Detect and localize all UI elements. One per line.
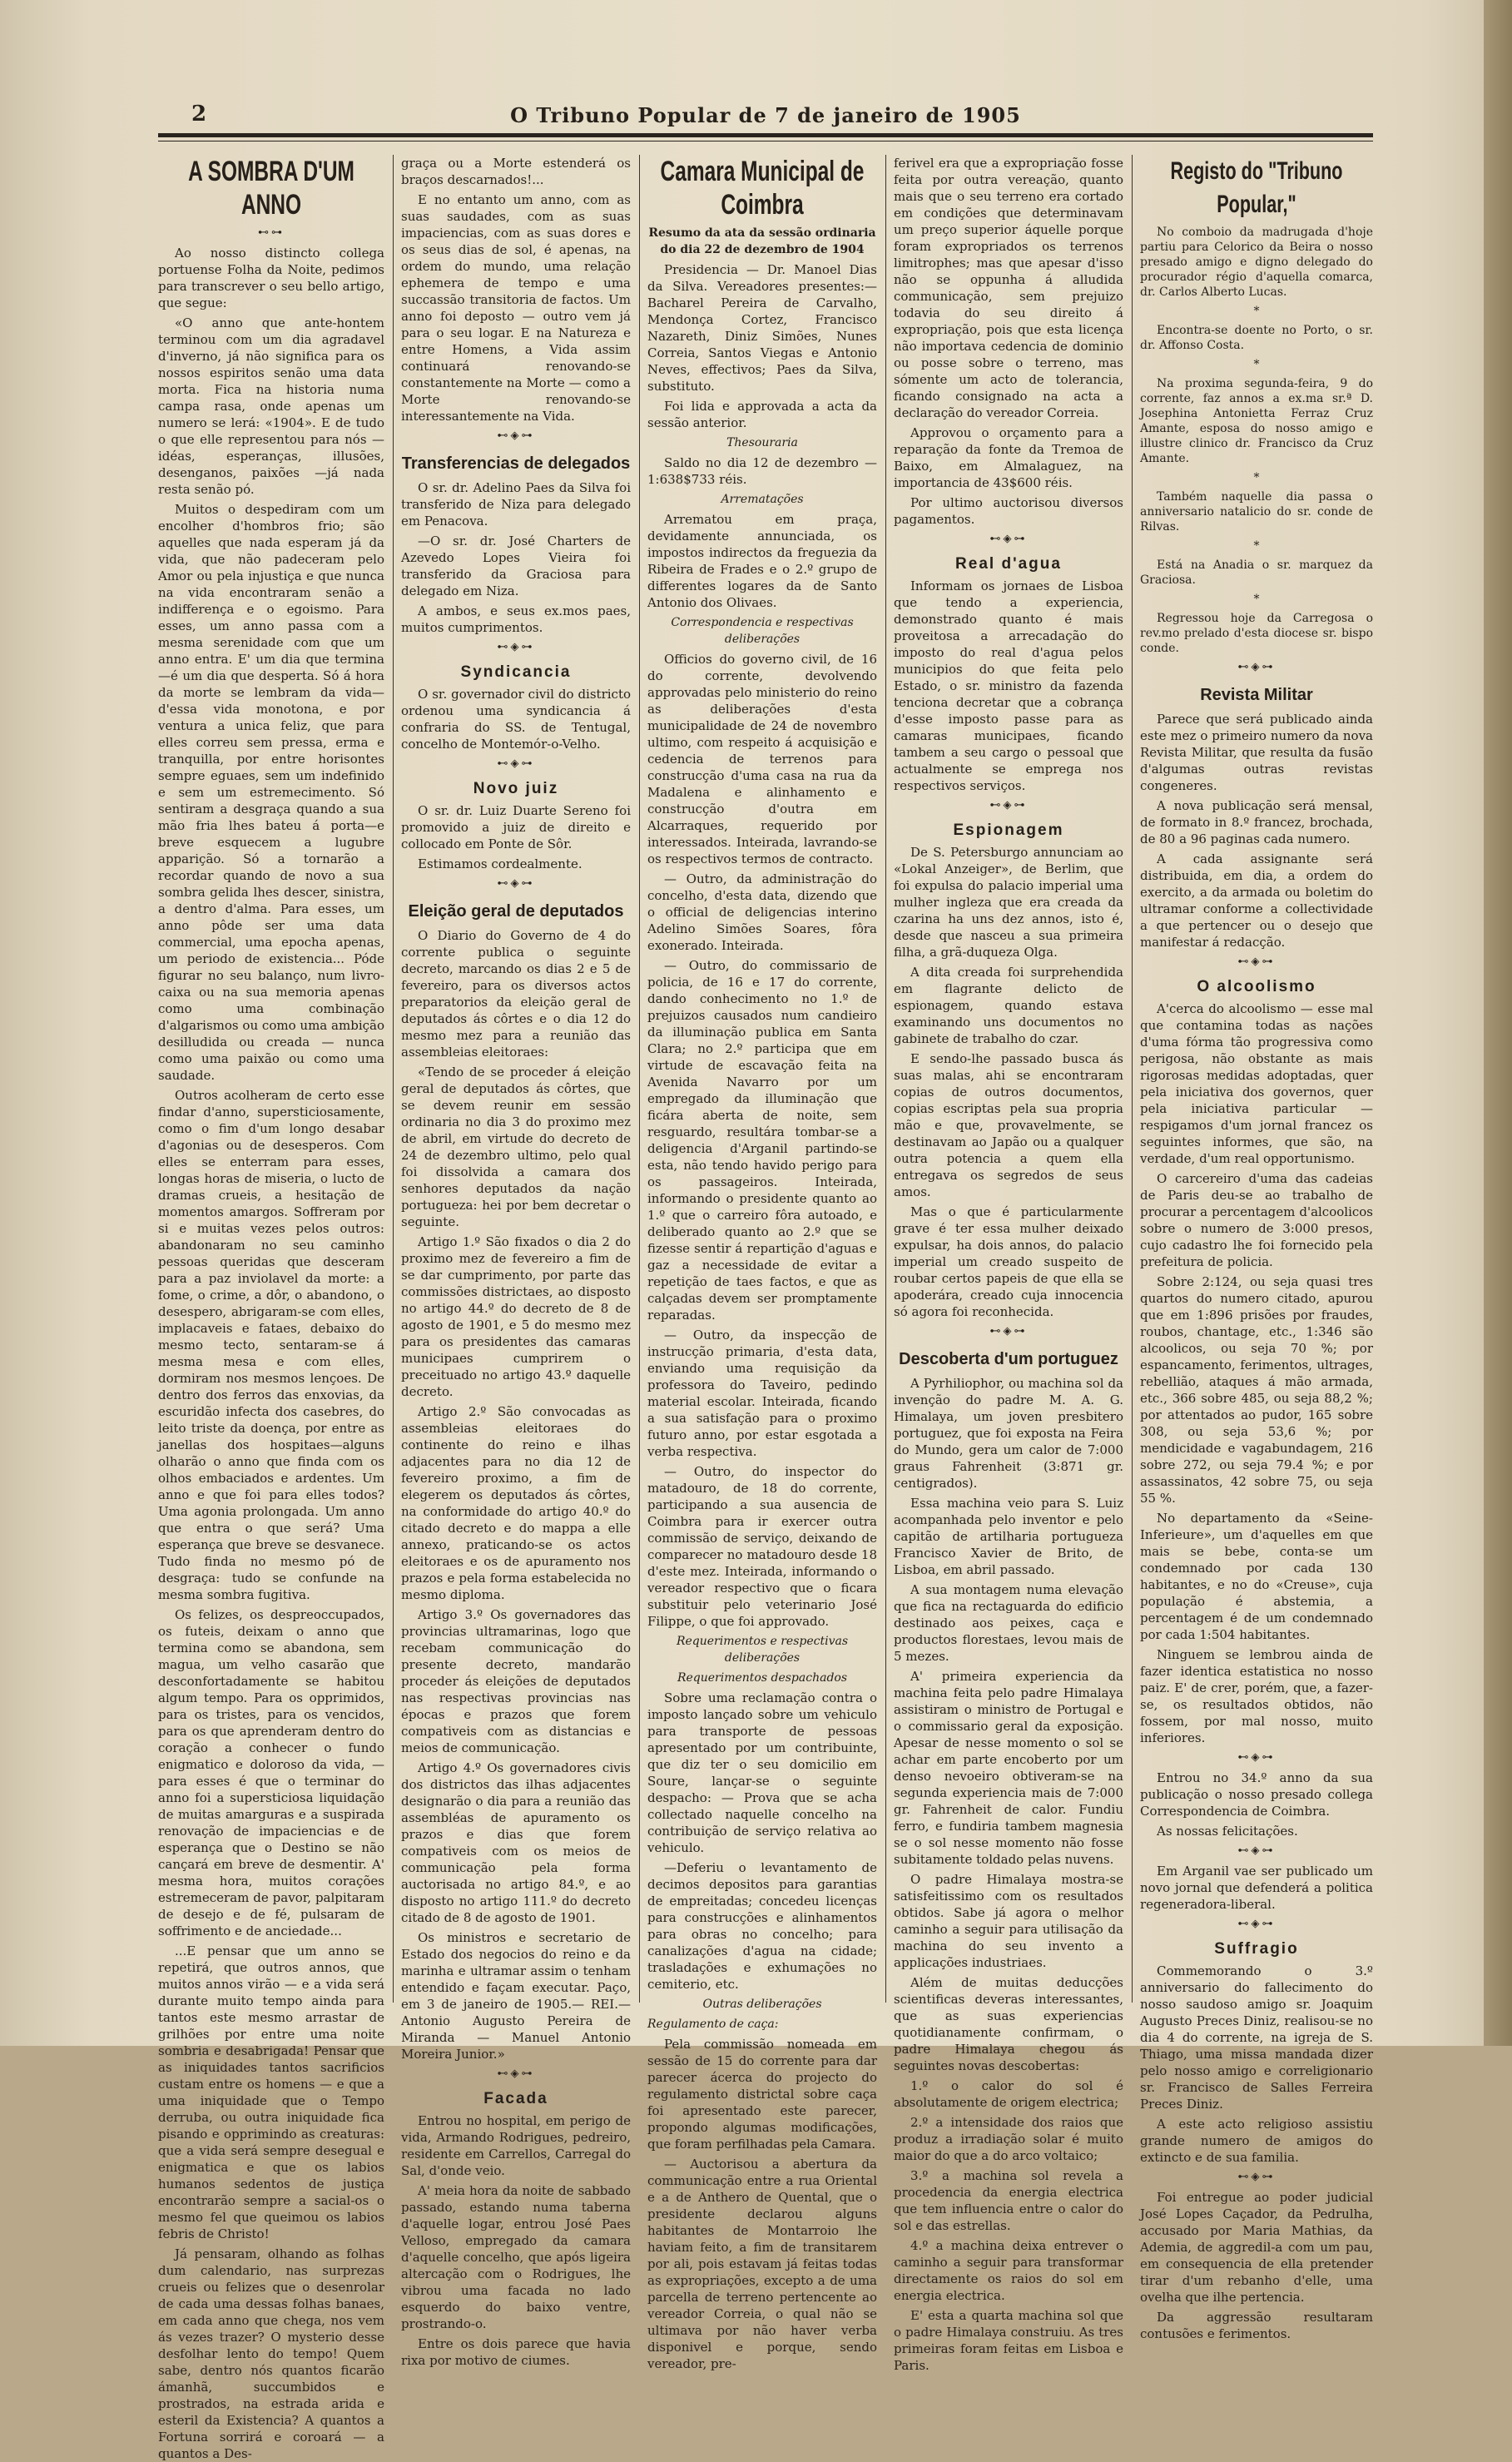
paragraph: «Tendo de se proceder á eleição geral de deputados ás côrtes, que se devem reunir em sessão ordinaria no dia 3 do proximo mez de abril, em virtude do decreto de 24 de dezembro ultimo, pelo qual foi dissolvida a camara dos senhores deputados da nação portugueza: hei por bem decretar o seguinte. (401, 1065, 631, 1229)
paragraph: Artigo 2.º São convocadas as assembleias eleitoraes do continente do reino e ilhas adjacentes para no dia 12 de fevereiro proximo, a fim de elegerem os deputados ás côrtes, na conformidade do artigo 40.º do citado decreto e do mappa a elle annexo, praticando-se os actos eleitoraes e os de apuramento nos prazos e pela forma estabelecida no mesmo diploma. (401, 1404, 631, 1602)
paragraph: De S. Petersburgo annunciam ao «Lokal Anzeiger», de Berlim, que foi expulsa do palacio imperial uma mulher ingleza que era creada da czarina ha uns dez annos, isto é, desde que nasceu a sua primeira filha, a grã-duqueza Olga. (894, 845, 1123, 960)
section-title: O alcoolismo (1197, 978, 1316, 995)
paragraph: Pela commissão nomeada em sessão de 15 do corrente para dar parecer ácerca do projecto do regulamento districtal sobre caça foi apresentado este parecer, propondo algumas modificações, que foram perfilhadas pela Camara. (647, 2037, 877, 2152)
section-title: Revista Militar (1200, 686, 1313, 704)
paragraph: —Deferiu o levantamento de decimos depositos para garantias de empreitadas; concedeu licenças para construcções e alinhamentos para obras no concelho; para canalizações d'agua na cidade; trasladações e exhumações no cemiterio, etc. (647, 1860, 877, 1992)
paragraph: A cada assignante será distribuida, em dia, a ordem do exercito, a da armada ou boletim do ultramar conforme a collectividade a que pertencer ou o desejo que manifestar á redacção. (1140, 851, 1373, 950)
column-5 (1140, 155, 1373, 2341)
paragraph: A sua montagem numa elevação que fica na rectaguarda do edificio destinado aos peixes, caça e productos florestaes, levou mais de 5 mezes. (894, 1582, 1123, 1664)
column-divider (1132, 155, 1133, 2003)
paragraph: 1.º o calor do sol é absolutamente de origem electrica; (894, 2078, 1123, 2110)
section-title: Transferencias de delegados (401, 454, 631, 473)
news-item: Encontra-se doente no Porto, o sr. dr. Affonso Costa. (1140, 324, 1373, 352)
separator-star: * (1253, 539, 1260, 553)
page-number: 2 (191, 102, 207, 127)
article-title: A SOMBRA D'UM ANNO (188, 156, 354, 221)
paragraph: Mas o que é particularmente grave é ter essa mulher deixado expulsar, ha dois annos, do palacio imperial um creado suspeito de roubar certos papeis de que ella se apoderára, creado cuja innocencia só agora foi reconhecida. (894, 1204, 1123, 1319)
section-title: Espionagem (953, 821, 1064, 839)
ornament: ⊷◈⊶ (1237, 1844, 1276, 1857)
paragraph: graça ou a Morte estenderá os braços descarnados!... (401, 156, 631, 187)
news-item: Entrou no 34.º anno da sua publicação o nosso presado collega Correspondencia de Coimbra. (1140, 1770, 1373, 1819)
paragraph: Officios do governo civil, de 16 do corrente, devolvendo approvadas pelo ministerio do reino as deliberações d'esta municipalidade de 24 de novembro ultimo, com respeito á acquisição e cedencia de terrenos para construcção d'uma casa na rua da Madalena e alinhamento e construcção d'outra em Alcarraques, requerido por interessados. Inteirada, lavrando-se os respectivos termos de contracto. (647, 652, 877, 866)
paragraph: 2.º a intensidade dos raios que produz a irradiação solar é muito maior do que a do arco voltaico; (894, 2115, 1123, 2163)
header-rule (158, 133, 1373, 137)
paragraph: A nova publicação será mensal, de formato in 8.º francez, brochada, de 80 a 96 paginas cada numero. (1140, 798, 1373, 846)
separator-star: * (1253, 471, 1260, 484)
paragraph: Artigo 4.º Os governadores civis dos districtos das ilhas adjacentes designarão o dia para a reunião das assembléas de apuramento os prazos e dias que forem compativeis com os meios de communicação pela forma auctorisada no artigo 84.º, e ao disposto no artigo 111.º do decreto citado de 8 de agosto de 1901. (401, 1760, 631, 1925)
paragraph: O sr. governador civil do districto ordenou uma syndicancia á confraria do SS. de Tentugal, concelho de Montemór-o-Velho. (401, 687, 631, 752)
news-item: Também naquelle dia passa o anniversario natalicio do sr. conde de Rilvas. (1140, 490, 1373, 534)
ornament: ⊷◈⊶ (497, 877, 535, 890)
ornament: ⊷◈⊶ (497, 641, 535, 653)
section-title: Syndicancia (460, 663, 572, 681)
paragraph: ferivel era que a expropriação fosse feita por outra vereação, quanto mais que o seu terreno era cortado em condições que determinavam um preço superior áquelle porque foram expropriados os terrenos limitrophes; mas que apesar d'isso não se oppunha á alludida communicação, sem prejuizo todavia do seu direito á expropriação, pois que esta licença não importava cedencia de dominio ou posse sobre o terreno, mas sómente um acto de tolerancia, ficando consignado na acta a declaração do vereador Correia. (894, 156, 1123, 420)
paragraph: Além de muitas deducções scientificas deveras interessantes, que as suas experiencias quotidianamente confirmam, o padre Himalaya chegou ás seguintes novas descobertas: (894, 1975, 1123, 2073)
news-item: Na proxima segunda-feira, 9 do corrente, faz annos a ex.ma sr.ª D. Josephina Antonietta Ferraz Cruz Amante, esposa do nosso amigo e illustre clinico dr. Francisco da Cruz Amante. (1140, 377, 1373, 465)
ornament: ⊷◈⊶ (1237, 2171, 1276, 2183)
section-title: Facada (483, 2090, 548, 2107)
paragraph: O sr. dr. Adelino Paes da Silva foi transferido de Niza para delegado em Penacova. (401, 480, 631, 529)
section-title: Novo juiz (473, 780, 559, 797)
paragraph: Artigo 3.º Os governadores das provincias ultramarinas, logo que recebam communicação do presente decreto, mandarão proceder ás eleições de deputados nas respectivas provincias nas épocas e prazos que forem compativeis com as distancias e meios de communicação. (401, 1607, 631, 1755)
ornament: ⊷◈⊶ (497, 429, 535, 442)
page-header (158, 102, 1373, 132)
paragraph: 3.º a machina sol revela a procedencia da energia electrica que tem influencia entre o calor do sol e das estrellas. (894, 2168, 1123, 2233)
paragraph: 4.º a machina deixa entrever o caminho a seguir para transformar directamente os raios do sol em energia electrica. (894, 2238, 1123, 2303)
paragraph: Entre os dois parece que havia rixa por motivo de ciumes. (401, 2336, 631, 2368)
subsection-title: Arrematações (721, 493, 804, 506)
paragraph: E no entanto um anno, com as suas saudades, com as suas impaciencias, com as suas dores e os seus dias de sol, é apenas, na ordem do mundo, uma relação ephemera de tempo e uma succassão transitoria de factos. Um anno foi deposto — outro vem já para o seu logar. E na Natureza e entre Homens, a Vida assim continuará renovando-se constantemente na Morte — como a Morte renovando-se interessantemente na Vida. (401, 192, 631, 424)
paragraph: Muitos o despediram com um encolher d'hombros frio; são aquelles que nada esperam já da vida, que não padeceram pelo Amor ou pela injustiça e que nunca na vida encontraram senão a indifferença e o egoismo. Para esses, um anno passa com a mesma serenidade com que um anno entra. E' um dia que termina—é um dia que desperta. Só á hora da morte se lembram da vida—d'essa vida monotona, e por ventura a unica feliz, que para elles correu sem pressa, erma e tranquilla, por entre horisontes sempre eguaes, sem um indefinido e sem um estremecimento. Só sentiram a desgraça quando a sua mão fria lhes bateu á porta—e breve esquecem a lugubre apparição. Só a tornarão a recordar quando de novo a sua sombra gelida lhes descer, sinistra, a dentro d'alma. Para esses, um anno pôde ser uma data commercial, uma epocha apenas, um periodo de existencia... Póde figurar no seu balanço, num livro-caixa ou na sua memoria apenas como uma combinação d'algarismos ou como uma ambição desilludida ou creada — nunca como uma paixão ou como uma saudade. (158, 502, 384, 1083)
ornament: ⊷◈⊶ (497, 757, 535, 770)
paragraph: — Auctorisou a abertura da communicação entre a rua Oriental e a de Anthero de Quental, que o presidente declarou alguns habitantes de Montarroio lhe haviam feito, a fim de transitarem por ali, pois estavam já feitas todas as expropriações, excepto a de uma parcella de terreno pertencente ao vereador Correia, o qual não se ultimava por não haver verba disponivel e porque, sendo vereador, pre- (647, 2157, 877, 2371)
paragraph: ...E pensar que um anno se repetirá, que outros annos, que muitos annos virão — e a vida será durante muito tempo ainda para tantos este mesmo arrastar de grilhões por entre uma noite sombria e desabrigada! Pensar que as iniquidades tantos sacrificios custam entre os homens — e que a uma iniquidade que o Tempo derruba, ou outra iniquidade fica pisando e opprimindo as creaturas: que a vida será sempre desegual e enigmatica e que os labios humanos sedentos de justiça encontrarão sempre a sacial-os o mesmo fel que queimou os labios febris de Christo! (158, 1943, 384, 2241)
column-divider (393, 155, 394, 2003)
subsection-title: Outras deliberações (702, 1998, 822, 2011)
paragraph: Informam os jornaes de Lisboa que tendo a experiencia, demonstrado quanto é mais proveitosa a arrecadação do imposto do real d'agua pelos municipios do que feita pelo Estado, o sr. ministro da fazenda tenciona decretar que a cobrança d'esse imposto passe para as camaras municipaes, ficando tambem a seu cargo o pessoal que actualmente se emprega nos respectivos serviços. (894, 578, 1123, 793)
article-subtitle: Resumo da ata da sessão ordinaria do dia 22 de dezembro de 1904 (648, 226, 876, 256)
ornament: ⊷◈⊶ (989, 799, 1028, 812)
paragraph: Arrematou em praça, devidamente annunciada, os impostos indirectos da freguezia da Ribeira de Frades e o 2.º grupo de differentes logares da de Santo Antonio dos Olivaes. (647, 512, 877, 610)
ornament: ⊷◈⊶ (497, 2067, 535, 2080)
article-title: Registo do "Tribuno Popular," (1170, 157, 1343, 218)
paragraph: A Pyrhiliophor, ou machina sol da invenção do padre M. A. G. Himalaya, um joven presbitero portuguez, que foi exposta na Feira do Mundo, gera um calor de 7:000 graus Fahrenheit (3:871 gr. centigrados). (894, 1376, 1123, 1491)
paragraph: Os felizes, os despreoccupados, os futeis, deixam o anno que termina como se abandona, sem magua, um velho casarão que desconfortadamente se habitou algum tempo. Para os opprimidos, para os tristes, para os vencidos, para os que aprenderam dentro do coração a conhecer o fundo enigmatico e doloroso da vida, — para esses é que o terminar do anno foi a supersticiosa liquidação de muitas amarguras e a suspirada renovação de impaciencias e de esperança que o Destino se não cançará em breve de desmentir. A' mesma hora, muitos corações estremeceram de pavor, palpitaram de desejo e de fé, pulsaram de soffrimento e de anciedade... (158, 1607, 384, 1938)
subsection-title: Correspondencia e respectivas deliberações (671, 616, 854, 646)
paragraph: O carcereiro d'uma das cadeias de Paris deu-se ao trabalho de procurar a percentagem d'alcoolicos sobre o numero de 3:000 presos, cujo cadastro lhe foi fornecido pela prefeitura de policia. (1140, 1171, 1373, 1269)
news-item: Em Arganil vae ser publicado um novo jornal que defenderá a politica regeneradora-liberal. (1140, 1864, 1373, 1912)
paragraph: Artigo 1.º São fixados o dia 2 do proximo mez de fevereiro a fim de se dar cumprimento, por parte das commissões districtaes, ao disposto no artigo 44.º do decreto de 8 de agosto de 1901, e 5 do mesmo mez para os presidentes das camaras municipaes cumprirem o preceituado no artigo 43.º daquelle decreto. (401, 1234, 631, 1399)
section-title: Eleição geral de deputados (408, 902, 624, 921)
paragraph: — Outro, da administração do concelho, d'esta data, dizendo que o official de deligencias interino Adelino Simões Soares, fôra exonerado. Inteirada. (647, 871, 877, 953)
ornament: ⊷◈⊶ (1237, 1918, 1276, 1930)
news-item: No comboio da madrugada d'hoje partiu para Celorico da Beira o nosso presado amigo e digno delegado do procurador régio d'aquella comarca, dr. Carlos Alberto Lucas. (1140, 226, 1373, 299)
section-title: Suffragio (1214, 1940, 1299, 1958)
subsection-subtitle: Requerimentos despachados (677, 1671, 848, 1685)
paragraph: O Diario do Governo de 4 do corrente publica o seguinte decreto, marcando os dias 2 e 5 de fevereiro, para os diversos actos preparatorios da eleição geral de deputados ás côrtes e o dia 12 do mesmo mez para a reunião das assembleias eleitoraes: (401, 928, 631, 1060)
paragraph: Outros acolheram de certo esse findar d'anno, supersticiosamente, como o fim d'um longo desabar d'agonias ou de desesperos. Com elles se enterram para esses, longas horas de miseria, o lucto de dramas crueis, a hesitação de momentos amargos. Soffreram por si e muitas vezes pelos outros: abandonaram no seu caminho pessoas queridas que desceram para a paz inviolavel da morte: a fome, o crime, a dôr, o abandono, o desespero, abrigaram-se com elles, implacaveis e fataes, debaixo do mesmo tecto, sentaram-se á mesma mesa e com elles, dormiram nos mesmos lençoes. De dentro dos ferros das enxovias, da escuridão infecta dos casebres, do leito triste da doença, por entre as janellas dos hospitaes—alguns olharão o anno que finda com os olhos embaciados e ardentes. Um anno e que foi para elles todos? Uma agonia prolongada. Um anno que entra o que será? Uma esperança que breve se desvanece. Tudo finda no mesmo pó de desgraça: tudo se confunde na mesma sombra fugitiva. (158, 1088, 384, 1602)
paragraph: Essa machina veio para S. Luiz acompanhada pelo inventor e pelo capitão de artilharia portugueza Francisco Xavier de Brito, de Lisboa, em abril passado. (894, 1496, 1123, 1577)
paragraph: Foi lida e approvada a acta da sessão anterior. (647, 399, 877, 430)
paragraph: — Outro, do inspector do matadouro, de 18 do corrente, participando a sua ausencia de Coimbra para ir exercer outra commissão de serviço, deixando de comparecer no matadouro desde 18 d'este mez. Inteirada, informando o vereador respectivo que o ficara substituir pelo veterinario José Filippe, o que foi approvado. (647, 1464, 877, 1629)
ornament: ⊷◈⊶ (989, 1325, 1028, 1338)
paragraph: No departamento da «Seine-Inferieure», um d'aquelles em que mais se bebe, conta-se um condemnado por cada 130 habitantes, e no do «Creuse», cuja população é abstemia, a percentagem é de um condemnado por cada 1:504 habitantes. (1140, 1511, 1373, 1642)
news-item: Regressou hoje da Carregosa o rev.mo prelado d'esta diocese sr. bispo conde. (1140, 612, 1373, 655)
paragraph: E sendo-lhe passado busca ás suas malas, ahi se encontraram copias de outros documentos, copias escriptas pela sua propria mão e que, provavelmente, se destinavam ao Japão ou a qualquer outra potencia a quem ella entregava os segredos de seus amos. (894, 1051, 1123, 1199)
paragraph: E' esta a quarta machina sol que o padre Himalaya construiu. As tres primeiras foram feitas em Lisboa e Paris. (894, 2308, 1123, 2373)
paragraph: Já pensaram, olhando as folhas dum calendario, nas surprezas crueis ou felizes que o desenrolar de cada uma dessas folhas banaes, em cada anno que chega, nos vem ás vezes trazer? O mysterio desse desfolhar lento do tempo! Quem sabe, dentro nós quantos ficarão ámanhã, succumbidos e prostrados, na estrada arida e esteril da Existencia? A quantos a Fortuna sorrirá e coroará — a quantos a Des- (158, 2246, 384, 2461)
paragraph: A dita creada foi surprehendida em flagrante delicto de espionagem, quando estava examinando uns documentos no gabinete de trabalho do czar. (894, 965, 1123, 1046)
paragraph: Parece que será publicado ainda este mez o primeiro numero da nova Revista Militar, que resulta da fusão d'algumas outras revistas congeneres. (1140, 712, 1373, 793)
news-item: As nossas felicitações. (1157, 1824, 1298, 1839)
column-3 (647, 155, 877, 2371)
ornament: ⊷◈⊶ (1237, 661, 1276, 673)
paragraph: O sr. dr. Luiz Duarte Sereno foi promovido a juiz de direito e collocado em Ponte de Sôr. (401, 803, 631, 851)
running-title: O Tribuno Popular de 7 de janeiro de 1905 (510, 103, 1021, 127)
paragraph: — Outro, da inspecção de instrucção primaria, d'esta data, enviando uma requisição da professora do Taveiro, pedindo material escolar. Inteirada, ficando a sua satisfação para o proximo futuro anno, por estar esgotada a verba respectiva. (647, 1328, 877, 1459)
subsection-subtitle: Regulamento de caça: (647, 2018, 779, 2031)
paragraph: A'cerca do alcoolismo — esse mal que contamina todas as nações d'uma fórma tão progressiva como perigosa, não obstante as mais rigorosas medidas adoptadas, quer pela iniciativa dos governos, quer pela iniciativa particular — respigamos d'um jornal francez os seguintes informes, que são, na verdade, d'um real opportunismo. (1140, 1001, 1373, 1166)
page-edge (1484, 0, 1512, 2046)
paragraph: Ninguem se lembrou ainda de fazer identica estatistica no nosso paiz. E' de crer, porém, que, a fazer-se, os resultados obtidos, não fossem, por mal nosso, muito inferiores. (1140, 1647, 1373, 1745)
paragraph: Ao nosso distincto collega portuense Folha da Noite, pedimos para transcrever o seu bello artigo, que segue: (158, 246, 384, 310)
paragraph: A' meia hora da noite de sabbado passado, estando numa taberna d'aquelle logar, entrou José Paes Velloso, empregado da camara d'aquelle concelho, que após ligeira altercação com o Rodrigues, lhe vibrou uma facada no lado esquerdo do baixo ventre, prostrando-o. (401, 2183, 631, 2331)
paragraph: A ambos, e seus ex.mos paes, muitos cumprimentos. (401, 603, 631, 635)
paragraph: O padre Himalaya mostra-se satisfeitissimo com os resultados obtidos. Sabe já agora o melhor caminho a seguir para utilisação da machina do seu invento a applicações industriaes. (894, 1872, 1123, 1970)
paragraph: A este acto religioso assistiu grande numero de amigos do extincto e de sua familia. (1140, 2117, 1373, 2165)
column-1 (158, 155, 384, 2461)
paragraph: Estimamos cordealmente. (418, 856, 582, 871)
paragraph: Sobre uma reclamação contra o imposto lançado sobre um vehiculo para transporte de pessoas apresentado por um contribuinte, que diz ter o seu domicilio em Soure, lançar-se o seguinte despacho: — Prova que se acha collectado naquelle concelho na contribuição de serviço relativa ao vehiculo. (647, 1690, 877, 1855)
paragraph: — Outro, do commissario de policia, de 16 e 17 do corrente, dando conhecimento no 1.º de prejuizos causados num candieiro da illuminação publica em Santa Clara; no 2.º participa que em virtude de escavação feita na Avenida Navarro por um empregado da illuminação que ficára aberta de noite, sem resguardo, resultára tombar-se a deligencia d'Arganil partindo-se esta, não tendo havido perigo para os passageiros. Inteirada, informando o presidente quanto ao 1.º que o carreiro fôra autoado, e deliberado quanto ao 2.º que se fizesse sentir á repartição d'aguas e gaz a necessidade de evitar a repetição de taes factos, e que as calçadas devem ser promptamente reparadas. (647, 958, 877, 1323)
column-2 (401, 155, 631, 2368)
column-4 (894, 155, 1123, 2373)
ornament: ⊷⊶ (258, 226, 285, 239)
column-divider (639, 155, 640, 2003)
paragraph: A' primeira experiencia da machina feita pelo padre Himalaya assistiram o ministro de Portugal e o commissario geral da exposição. Apesar de nesse momento o sol se achar em parte encoberto por um denso nevoeiro obtiveram-se na segunda experiencia mais de 7:000 gr. Fahrenheit de calor. Fundiu ferro, e fundiria tambem magnesia se o sol nesse momento não fosse subitamente toldado pelas nuvens. (894, 1669, 1123, 1867)
section-title: Real d'agua (955, 555, 1062, 573)
section-title: Descoberta d'um portuguez (899, 1350, 1118, 1368)
article-title: Camara Municipal de Coimbra (660, 156, 865, 221)
subsection-title: Requerimentos e respectivas deliberações (676, 1635, 849, 1665)
paragraph: Approvou o orçamento para a reparação da fonte da Tremoa de Baixo, em Almalaguez, na importancia de 43$600 réis. (894, 425, 1123, 490)
separator-star: * (1253, 305, 1260, 318)
paragraph: Entrou no hospital, em perigo de vida, Armando Rodrigues, pedreiro, residente em Carrellos, Carregal do Sal, d'onde veio. (401, 2113, 631, 2178)
column-divider (885, 155, 886, 2003)
paragraph: —O sr. dr. José Charters de Azevedo Lopes Vieira foi transferido da Graciosa para delegado em Niza. (401, 534, 631, 598)
paragraph: Commemorando o 3.º anniversario do fallecimento do nosso saudoso amigo sr. Joaquim Augusto Preces Diniz, realisou-se no dia 4 do corrente, na igreja de S. Thiago, uma missa mandada dizer pelo nosso amigo e correligionario sr. Francisco de Salles Ferreira Preces Diniz. (1140, 1963, 1373, 2112)
news-item: Está na Anadia o sr. marquez da Graciosa. (1140, 558, 1373, 587)
paragraph: Saldo no dia 12 de dezembro — 1:638$733 réis. (647, 455, 877, 487)
news-item: Foi entregue ao poder judicial José Lopes Caçador, da Pedrulha, accusado por Maria Mathias, da Ademia, de aggredil-a com um pau, em consequencia de ella pretender tirar d'um rebanho d'elle, uma ovelha que ilhe pertencia. (1140, 2190, 1373, 2305)
ornament: ⊷◈⊶ (989, 533, 1028, 545)
paragraph: Presidencia — Dr. Manoel Dias da Silva. Vereadores presentes:—Bacharel Pereira de Carvalho, Mendonça Cortez, Francisco Nazareth, Diniz Simões, Nunes Correia, Santos Viegas e Antonio Neves, effectivos; Paes da Silva, substituto. (647, 262, 877, 394)
ornament: ⊷◈⊶ (1237, 1751, 1276, 1764)
news-item: Da aggressão resultaram contusões e ferimentos. (1140, 2310, 1373, 2341)
separator-star: * (1253, 593, 1260, 606)
paragraph: Por ultimo auctorisou diversos pagamentos. (894, 495, 1123, 527)
paragraph: «O anno que ante-hontem terminou com um dia agradavel d'inverno, já não significa para os nossos espiritos senão uma data morta. Fica na historia numa campa rasa, onde apenas um numero se lerá: «1904». E de tudo o que elle representou para nós — idéas, esperanças, illusões, desenganos, paixões —já nada resta senão pó. (158, 315, 384, 497)
separator-star: * (1253, 358, 1260, 371)
ornament: ⊷◈⊶ (1237, 956, 1276, 968)
paragraph: Sobre 2:124, ou seja quasi tres quartos do numero citado, apurou que em 1:896 prisões por fraudes, roubos, chantage, etc., 1:346 são alcoolicos, ou seja 70 %; por espancamento, ferimentos, ultrages, rebellião, ataques á mão armada, etc., 366 sobre 485, ou seja 88,2 %; por attentados ao pudor, 165 sobre 308, ou seja 53,6 %; por mendicidade e vagabundagem, 216 sobre 272, ou seja 79.4 %; e por assassinatos, 42 sobre 75, ou seja 55 %. (1140, 1274, 1373, 1506)
paragraph: Os ministros e secretario de Estado dos negocios do reino e da marinha e ultramar assim o tenham entendido e façam executar. Paço, em 3 de janeiro de 1905.— REI.— Antonio Augusto Pereira de Miranda — Manuel Antonio Moreira Junior.» (401, 1930, 631, 2062)
subsection-title: Thesouraria (726, 436, 798, 449)
